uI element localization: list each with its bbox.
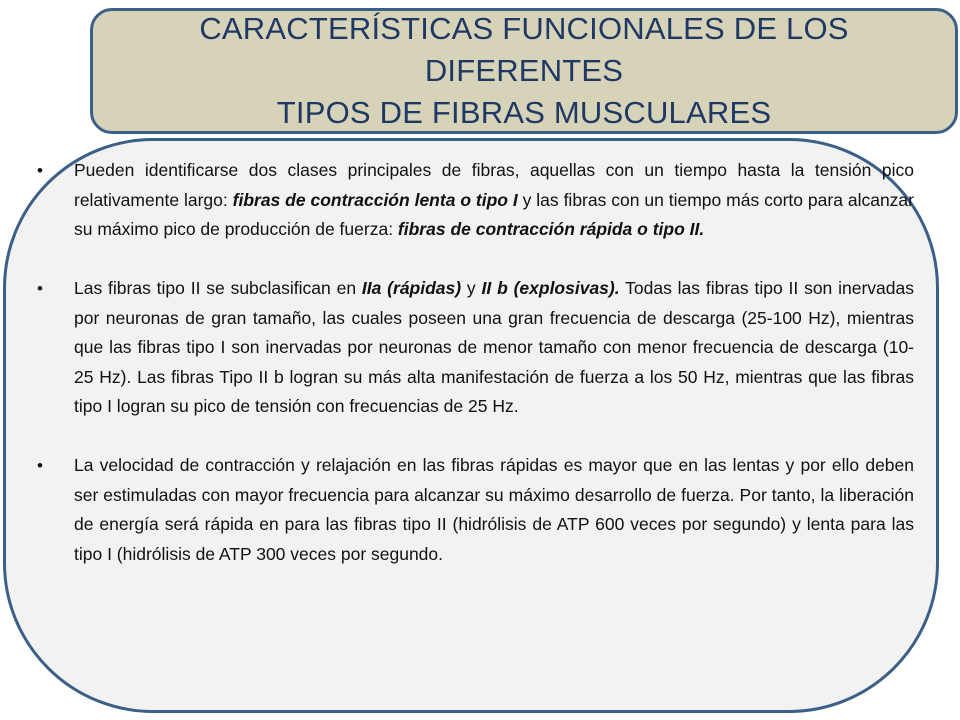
bullet-text: La velocidad de contracción y relajación en las fibras rápidas es mayor que en las lentas y por ello deben ser estimuladas con mayor frecuencia para alcanzar su máximo desarrollo de fuerza. Por tanto, la liberación de energía será rápida en para las fibras tipo II (hidrólisis de ATP 600 veces por segundo) y lenta para las tipo I (hidrólisis de ATP 300 veces por segundo. [74, 455, 914, 564]
bullet-text: y las fibras con un tiempo más corto para alcanzar su máximo pico de producción de fuerza: [74, 189, 914, 239]
bullet-emphasis: IIa (rápidas) [361, 278, 462, 298]
title-line-2: TIPOS DE FIBRAS MUSCULARES [276, 95, 772, 130]
bullet-icon: • [37, 279, 43, 298]
bullet-list [30, 156, 914, 569]
bullet-text: y [461, 278, 482, 298]
title-line-1: CARACTERÍSTICAS FUNCIONALES DE LOS DIFERENTES [199, 11, 849, 88]
bullet-emphasis: II b (explosivas). [481, 278, 620, 298]
bullet-text: Todas las fibras tipo II son inervadas por neuronas de gran tamaño, las cuales poseen una gran frecuencia de descarga (25-100 Hz), mientras que las fibras tipo I son inervadas por neuronas de menor tamaño con menor frecuencia de descarga (10-25 Hz). Las fibras Tipo II b logran su más alta manifestación de fuerza a los 50 Hz, mientras que las fibras tipo I logran su pico de tensión con frecuencias de 25 Hz. [74, 278, 914, 416]
bullet-item-type-ii-subclasses [30, 274, 914, 422]
bullet-icon: • [37, 456, 43, 475]
bullet-text: Las fibras tipo II se subclasifican en [74, 278, 362, 298]
bullet-text: Pueden identificarse dos clases principales de fibras, aquellas con un tiempo hasta la tensión pico relativamente largo: [74, 160, 914, 210]
bullet-icon: • [37, 161, 43, 180]
title-box [90, 8, 958, 134]
bullet-emphasis: fibras de contracción lenta o tipo I [232, 189, 518, 210]
bullet-emphasis: fibras de contracción rápida o tipo II. [397, 219, 705, 239]
bullet-item-contraction-speed [30, 451, 914, 569]
bullet-item-fiber-classes [30, 156, 914, 245]
slide-title [93, 8, 955, 134]
